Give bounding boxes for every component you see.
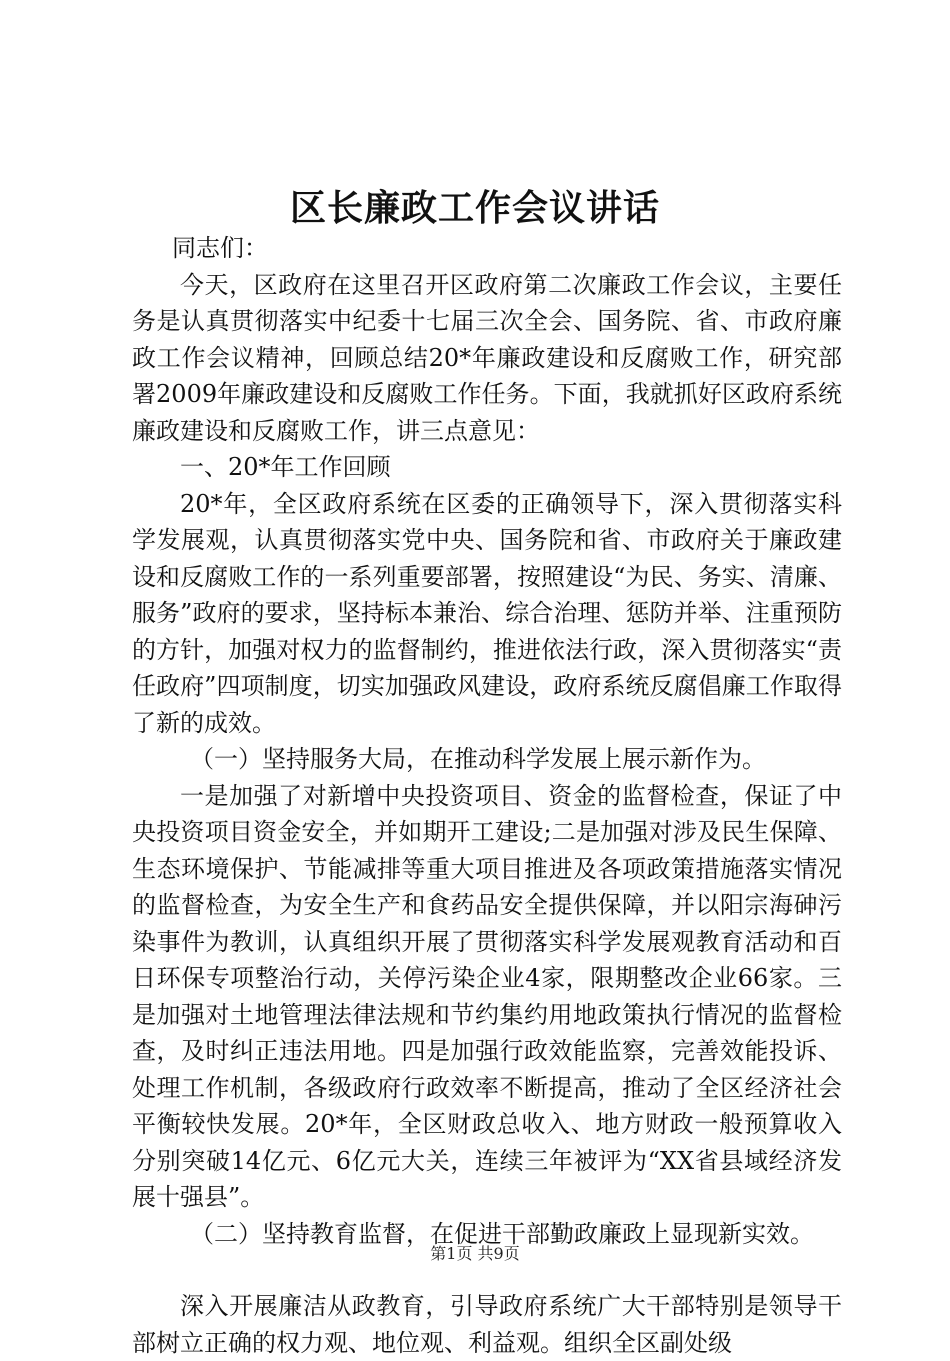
salutation: 同志们： <box>172 234 268 262</box>
subsection-heading-1: （一）坚持服务大局，在推动科学发展上展示新作为。 <box>190 745 766 773</box>
page-indicator: 第1页 共9页 <box>430 1244 520 1263</box>
document-title: 区长廉政工作会议讲话 <box>289 187 660 229</box>
subsection-heading-2: （二）坚持教育监督，在促进干部勤政廉政上显现新实效。 <box>190 1219 814 1248</box>
paragraph-subsection-2: 深入开展廉洁从政教育，引导政府系统广大干部特别是领导干部树立正确的权力观、地位观、利益观。组织全区副处级 <box>132 1292 842 1357</box>
paragraph-subsection-1: 一是加强了对新增中央投资项目、资金的监督检查，保证了中央投资项目资金安全，并如期开工建设;二是加强对涉及民生保障、生态环境保护、节能减排等重大项目推进及各项政策措施落实情况的监督检查，为安全生产和食药品安全提供保障，并以阳宗海砷污染事件为教训，认真组织开展了贯彻落实科学发展观教育活动和百日环保专项整治行动，关停污染企业4家，限期整改企业66家。三是加强对土地管理法律法规和节约集约用地政策执行情况的监督检查，及时纠正违法用地。四是加强行政效能监察，完善效能投诉、处理工作机制，各级政府行政效率不断提高，推动了全区经济社会平衡较快发展。20*年，全区财政总收入、地方财政一般预算收入分别突破14亿元、6亿元大关，连续三年被评为“XX省县域经济发展十强县”。 <box>132 781 842 1211</box>
section-heading-review: 一、20*年工作回顾 <box>180 453 391 481</box>
document-body <box>132 230 842 1361</box>
paragraph-review: 20*年，全区政府系统在区委的正确领导下，深入贯彻落实科学发展观，认真贯彻落实党中央、国务院和省、市政府关于廉政建设和反腐败工作的一系列重要部署，按照建设“为民、务实、清廉、服务”政府的要求，坚持标本兼治、综合治理、惩防并举、注重预防的方针，加强对权力的监督制约，推进依法行政，深入贯彻落实“责任政府”四项制度，切实加强政风建设，政府系统反腐倡廉工作取得了新的成效。 <box>132 489 842 737</box>
paragraph-intro: 今天，区政府在这里召开区政府第二次廉政工作会议，主要任务是认真贯彻落实中纪委十七届三次全会、国务院、省、市政府廉政工作会议精神，回顾总结20*年廉政建设和反腐败工作，研究部署2009年廉政建设和反腐败工作任务。下面，我就抓好区政府系统廉政建设和反腐败工作，讲三点意见： <box>132 270 842 445</box>
